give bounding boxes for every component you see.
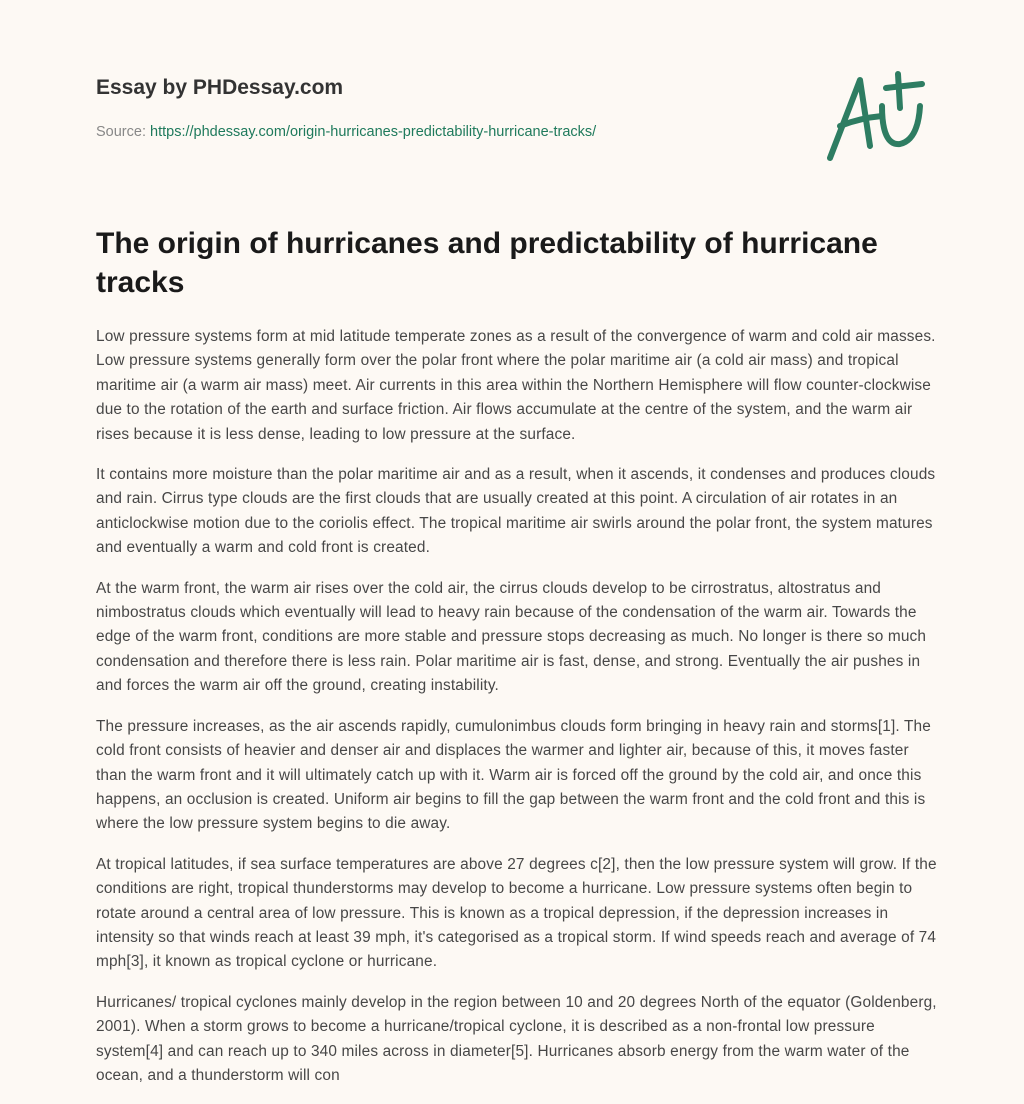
source-label: Source: [96,124,146,140]
source-link[interactable]: https://phdessay.com/origin-hurricanes-predictability-hurricane-tracks/ [150,124,597,140]
paragraph: At tropical latitudes, if sea surface temperatures are above 27 degrees c[2], then the low pressure system will grow. If the conditions are right, tropical thunderstorms may develop to become a hurricane. Low pressure systems often begin to rotate around a central area of low pressure. This is known as a tropical depression, if the depression increases in intensity so that winds reach at least 39 mph, it's categorised as a tropical storm. If wind speeds reach and average of 74 mph[3], it known as tropical cyclone or hurricane. [96,855,937,971]
paragraph: The pressure increases, as the air ascends rapidly, cumulonimbus clouds form bringing in heavy rain and storms[1]. The cold front consists of heavier and denser air and displaces the warmer and lighter air, because of this, it moves faster than the warm front and it will ultimately catch up with it. Warm air is forced off the ground by the cold air, and once this happens, an occlusion is created. Uniform air begins to fill the gap between the warm front and the cold front and this is where the low pressure system begins to die away. [96,717,931,833]
article-title: The origin of hurricanes and predictability of hurricane tracks [96,227,878,299]
brand-title: Essay by PHDessay.com [96,76,344,99]
article-body [96,325,938,1104]
paragraph: At the warm front, the warm air rises over the cold air, the cirrus clouds develop to be cirrostratus, altostratus and nimbostratus clouds which eventually will lead to heavy rain because of the condensation of the warm air. Towards the edge of the warm front, conditions are more stable and pressure stops decreasing as much. No longer is there so much condensation and therefore there is less rain. Polar maritime air is fast, dense, and strong. Eventually the air pushes in and forces the warm air off the ground, creating instability. [96,579,927,695]
paragraph: Hurricanes/ tropical cyclones mainly develop in the region between 10 and 20 degrees North of the equator (Goldenberg, 2001). When a storm grows to become a hurricane/tropical cyclone, it is described as a non-frontal low pressure system[4] and can reach up to 340 miles across in diameter[5]. Hurricanes absorb energy from the warm water of the ocean, and a thunderstorm will con [96,993,937,1084]
paragraph: It contains more moisture than the polar maritime air and as a result, when it ascends, it condenses and produces clouds and rain. Cirrus type clouds are the first clouds that are usually created at this point. A circulation of air rotates in an anticlockwise motion due to the coriolis effect. The tropical maritime air swirls around the polar front, the system matures and eventually a warm and cold front is created. [96,466,936,557]
a-plus-logo [820,66,930,166]
paragraph: Low pressure systems form at mid latitude temperate zones as a result of the convergence of warm and cold air masses. Low pressure systems generally form over the polar front where the polar maritime air (a cold air mass) and tropical maritime air (a warm air mass) meet. Air currents in this area within the Northern Hemisphere will flow counter-clockwise due to the rotation of the earth and surface friction. Air flows accumulate at the centre of the system, and the warm air rises because it is less dense, leading to low pressure at the surface. [96,328,936,443]
source-line [96,124,596,140]
